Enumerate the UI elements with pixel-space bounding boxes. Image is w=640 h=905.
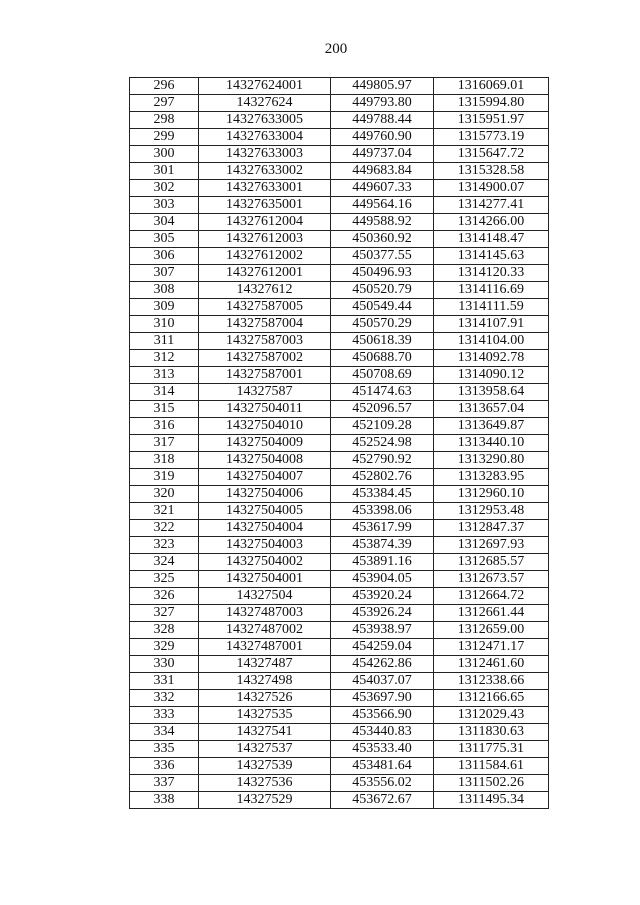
point-id-cell: 14327504006 xyxy=(199,486,331,503)
x-coordinate-cell: 453697.90 xyxy=(331,690,434,707)
point-id-cell: 14327587002 xyxy=(199,350,331,367)
table-row xyxy=(130,214,549,231)
table-row xyxy=(130,724,549,741)
y-coordinate-cell: 1312960.10 xyxy=(434,486,549,503)
y-coordinate-cell: 1313283.95 xyxy=(434,469,549,486)
y-coordinate-cell: 1314092.78 xyxy=(434,350,549,367)
point-number-cell: 322 xyxy=(130,520,199,537)
y-coordinate-cell: 1312673.57 xyxy=(434,571,549,588)
point-id-cell: 14327612002 xyxy=(199,248,331,265)
x-coordinate-cell: 452109.28 xyxy=(331,418,434,435)
y-coordinate-cell: 1316069.01 xyxy=(434,78,549,95)
point-id-cell: 14327504008 xyxy=(199,452,331,469)
x-coordinate-cell: 450360.92 xyxy=(331,231,434,248)
table-row xyxy=(130,197,549,214)
x-coordinate-cell: 452802.76 xyxy=(331,469,434,486)
point-id-cell: 14327487003 xyxy=(199,605,331,622)
x-coordinate-cell: 453920.24 xyxy=(331,588,434,605)
point-id-cell: 14327504003 xyxy=(199,537,331,554)
x-coordinate-cell: 450520.79 xyxy=(331,282,434,299)
point-number-cell: 319 xyxy=(130,469,199,486)
point-id-cell: 14327541 xyxy=(199,724,331,741)
table-row xyxy=(130,350,549,367)
point-id-cell: 14327612001 xyxy=(199,265,331,282)
point-id-cell: 14327624 xyxy=(199,95,331,112)
table-row xyxy=(130,758,549,775)
y-coordinate-cell: 1315994.80 xyxy=(434,95,549,112)
table-row xyxy=(130,180,549,197)
x-coordinate-cell: 453926.24 xyxy=(331,605,434,622)
point-number-cell: 331 xyxy=(130,673,199,690)
table-row xyxy=(130,163,549,180)
y-coordinate-cell: 1311584.61 xyxy=(434,758,549,775)
point-id-cell: 14327612003 xyxy=(199,231,331,248)
x-coordinate-cell: 453440.83 xyxy=(331,724,434,741)
table-row xyxy=(130,622,549,639)
table-row xyxy=(130,792,549,809)
x-coordinate-cell: 449683.84 xyxy=(331,163,434,180)
point-number-cell: 314 xyxy=(130,384,199,401)
x-coordinate-cell: 453938.97 xyxy=(331,622,434,639)
x-coordinate-cell: 453672.67 xyxy=(331,792,434,809)
point-id-cell: 14327487 xyxy=(199,656,331,673)
y-coordinate-cell: 1313290.80 xyxy=(434,452,549,469)
x-coordinate-cell: 450688.70 xyxy=(331,350,434,367)
y-coordinate-cell: 1314277.41 xyxy=(434,197,549,214)
point-number-cell: 305 xyxy=(130,231,199,248)
point-id-cell: 14327539 xyxy=(199,758,331,775)
table-row xyxy=(130,248,549,265)
x-coordinate-cell: 453891.16 xyxy=(331,554,434,571)
point-number-cell: 300 xyxy=(130,146,199,163)
x-coordinate-cell: 452096.57 xyxy=(331,401,434,418)
table-row xyxy=(130,299,549,316)
y-coordinate-cell: 1314900.07 xyxy=(434,180,549,197)
x-coordinate-cell: 450618.39 xyxy=(331,333,434,350)
point-id-cell: 14327537 xyxy=(199,741,331,758)
y-coordinate-cell: 1312029.43 xyxy=(434,707,549,724)
point-number-cell: 312 xyxy=(130,350,199,367)
point-number-cell: 302 xyxy=(130,180,199,197)
point-id-cell: 14327587005 xyxy=(199,299,331,316)
y-coordinate-cell: 1312471.17 xyxy=(434,639,549,656)
point-number-cell: 329 xyxy=(130,639,199,656)
y-coordinate-cell: 1314145.63 xyxy=(434,248,549,265)
point-id-cell: 14327504002 xyxy=(199,554,331,571)
coordinates-table xyxy=(129,77,549,809)
x-coordinate-cell: 454262.86 xyxy=(331,656,434,673)
point-number-cell: 323 xyxy=(130,537,199,554)
table-row xyxy=(130,384,549,401)
x-coordinate-cell: 449737.04 xyxy=(331,146,434,163)
point-id-cell: 14327612 xyxy=(199,282,331,299)
y-coordinate-cell: 1312338.66 xyxy=(434,673,549,690)
y-coordinate-cell: 1314266.00 xyxy=(434,214,549,231)
table-row xyxy=(130,605,549,622)
point-number-cell: 313 xyxy=(130,367,199,384)
table-row xyxy=(130,95,549,112)
point-id-cell: 14327504001 xyxy=(199,571,331,588)
x-coordinate-cell: 453874.39 xyxy=(331,537,434,554)
y-coordinate-cell: 1311775.31 xyxy=(434,741,549,758)
x-coordinate-cell: 454259.04 xyxy=(331,639,434,656)
x-coordinate-cell: 449564.16 xyxy=(331,197,434,214)
table-row xyxy=(130,78,549,95)
y-coordinate-cell: 1311830.63 xyxy=(434,724,549,741)
point-number-cell: 316 xyxy=(130,418,199,435)
x-coordinate-cell: 449607.33 xyxy=(331,180,434,197)
y-coordinate-cell: 1312166.65 xyxy=(434,690,549,707)
y-coordinate-cell: 1314111.59 xyxy=(434,299,549,316)
table-row xyxy=(130,231,549,248)
point-id-cell: 14327504007 xyxy=(199,469,331,486)
point-id-cell: 14327633003 xyxy=(199,146,331,163)
table-row xyxy=(130,146,549,163)
table-row xyxy=(130,282,549,299)
table-row xyxy=(130,129,549,146)
point-number-cell: 336 xyxy=(130,758,199,775)
y-coordinate-cell: 1311502.26 xyxy=(434,775,549,792)
point-id-cell: 14327633001 xyxy=(199,180,331,197)
x-coordinate-cell: 453904.05 xyxy=(331,571,434,588)
point-number-cell: 301 xyxy=(130,163,199,180)
point-id-cell: 14327487001 xyxy=(199,639,331,656)
x-coordinate-cell: 452790.92 xyxy=(331,452,434,469)
y-coordinate-cell: 1312697.93 xyxy=(434,537,549,554)
y-coordinate-cell: 1312461.60 xyxy=(434,656,549,673)
point-id-cell: 14327487002 xyxy=(199,622,331,639)
point-id-cell: 14327633002 xyxy=(199,163,331,180)
point-id-cell: 14327504004 xyxy=(199,520,331,537)
page-number: 200 xyxy=(324,41,348,57)
point-id-cell: 14327624001 xyxy=(199,78,331,95)
point-number-cell: 320 xyxy=(130,486,199,503)
point-number-cell: 337 xyxy=(130,775,199,792)
point-number-cell: 299 xyxy=(130,129,199,146)
x-coordinate-cell: 449788.44 xyxy=(331,112,434,129)
y-coordinate-cell: 1315647.72 xyxy=(434,146,549,163)
x-coordinate-cell: 450708.69 xyxy=(331,367,434,384)
table-row xyxy=(130,588,549,605)
point-number-cell: 297 xyxy=(130,95,199,112)
point-number-cell: 298 xyxy=(130,112,199,129)
x-coordinate-cell: 449805.97 xyxy=(331,78,434,95)
x-coordinate-cell: 450570.29 xyxy=(331,316,434,333)
point-id-cell: 14327536 xyxy=(199,775,331,792)
point-number-cell: 333 xyxy=(130,707,199,724)
point-number-cell: 296 xyxy=(130,78,199,95)
table-row xyxy=(130,775,549,792)
point-id-cell: 14327504005 xyxy=(199,503,331,520)
x-coordinate-cell: 450496.93 xyxy=(331,265,434,282)
table-row xyxy=(130,367,549,384)
x-coordinate-cell: 453398.06 xyxy=(331,503,434,520)
table-row xyxy=(130,690,549,707)
y-coordinate-cell: 1314107.91 xyxy=(434,316,549,333)
table-row xyxy=(130,520,549,537)
x-coordinate-cell: 452524.98 xyxy=(331,435,434,452)
point-id-cell: 14327535 xyxy=(199,707,331,724)
x-coordinate-cell: 453533.40 xyxy=(331,741,434,758)
point-number-cell: 315 xyxy=(130,401,199,418)
point-number-cell: 326 xyxy=(130,588,199,605)
y-coordinate-cell: 1312664.72 xyxy=(434,588,549,605)
point-id-cell: 14327498 xyxy=(199,673,331,690)
point-number-cell: 317 xyxy=(130,435,199,452)
point-number-cell: 328 xyxy=(130,622,199,639)
table-row xyxy=(130,265,549,282)
point-number-cell: 311 xyxy=(130,333,199,350)
point-number-cell: 338 xyxy=(130,792,199,809)
x-coordinate-cell: 453481.64 xyxy=(331,758,434,775)
point-number-cell: 306 xyxy=(130,248,199,265)
point-number-cell: 325 xyxy=(130,571,199,588)
x-coordinate-cell: 450377.55 xyxy=(331,248,434,265)
table-row xyxy=(130,741,549,758)
table-row xyxy=(130,418,549,435)
point-id-cell: 14327587004 xyxy=(199,316,331,333)
point-id-cell: 14327635001 xyxy=(199,197,331,214)
point-number-cell: 321 xyxy=(130,503,199,520)
point-number-cell: 327 xyxy=(130,605,199,622)
y-coordinate-cell: 1312659.00 xyxy=(434,622,549,639)
point-number-cell: 303 xyxy=(130,197,199,214)
table-row xyxy=(130,316,549,333)
table-row xyxy=(130,656,549,673)
point-id-cell: 14327633005 xyxy=(199,112,331,129)
y-coordinate-cell: 1311495.34 xyxy=(434,792,549,809)
y-coordinate-cell: 1314116.69 xyxy=(434,282,549,299)
y-coordinate-cell: 1314104.00 xyxy=(434,333,549,350)
point-number-cell: 335 xyxy=(130,741,199,758)
point-id-cell: 14327587001 xyxy=(199,367,331,384)
y-coordinate-cell: 1312953.48 xyxy=(434,503,549,520)
point-id-cell: 14327529 xyxy=(199,792,331,809)
table-row xyxy=(130,469,549,486)
point-number-cell: 334 xyxy=(130,724,199,741)
y-coordinate-cell: 1314090.12 xyxy=(434,367,549,384)
y-coordinate-cell: 1313649.87 xyxy=(434,418,549,435)
table-row xyxy=(130,537,549,554)
point-id-cell: 14327587003 xyxy=(199,333,331,350)
point-id-cell: 14327504 xyxy=(199,588,331,605)
table-row xyxy=(130,503,549,520)
table-row xyxy=(130,707,549,724)
y-coordinate-cell: 1315951.97 xyxy=(434,112,549,129)
point-number-cell: 330 xyxy=(130,656,199,673)
y-coordinate-cell: 1315328.58 xyxy=(434,163,549,180)
table-row xyxy=(130,673,549,690)
y-coordinate-cell: 1312847.37 xyxy=(434,520,549,537)
x-coordinate-cell: 453617.99 xyxy=(331,520,434,537)
x-coordinate-cell: 449793.80 xyxy=(331,95,434,112)
point-id-cell: 14327504009 xyxy=(199,435,331,452)
x-coordinate-cell: 453556.02 xyxy=(331,775,434,792)
point-number-cell: 309 xyxy=(130,299,199,316)
point-number-cell: 332 xyxy=(130,690,199,707)
x-coordinate-cell: 454037.07 xyxy=(331,673,434,690)
y-coordinate-cell: 1314148.47 xyxy=(434,231,549,248)
table-row xyxy=(130,452,549,469)
y-coordinate-cell: 1315773.19 xyxy=(434,129,549,146)
y-coordinate-cell: 1313657.04 xyxy=(434,401,549,418)
point-id-cell: 14327633004 xyxy=(199,129,331,146)
y-coordinate-cell: 1313440.10 xyxy=(434,435,549,452)
x-coordinate-cell: 449760.90 xyxy=(331,129,434,146)
table-row xyxy=(130,639,549,656)
y-coordinate-cell: 1312661.44 xyxy=(434,605,549,622)
x-coordinate-cell: 453384.45 xyxy=(331,486,434,503)
point-number-cell: 324 xyxy=(130,554,199,571)
point-id-cell: 14327612004 xyxy=(199,214,331,231)
table-row xyxy=(130,571,549,588)
x-coordinate-cell: 453566.90 xyxy=(331,707,434,724)
point-number-cell: 318 xyxy=(130,452,199,469)
point-number-cell: 304 xyxy=(130,214,199,231)
point-id-cell: 14327504010 xyxy=(199,418,331,435)
x-coordinate-cell: 450549.44 xyxy=(331,299,434,316)
y-coordinate-cell: 1312685.57 xyxy=(434,554,549,571)
point-id-cell: 14327504011 xyxy=(199,401,331,418)
table-row xyxy=(130,401,549,418)
x-coordinate-cell: 451474.63 xyxy=(331,384,434,401)
y-coordinate-cell: 1313958.64 xyxy=(434,384,549,401)
table-row xyxy=(130,486,549,503)
table-row xyxy=(130,435,549,452)
table-row xyxy=(130,333,549,350)
point-id-cell: 14327526 xyxy=(199,690,331,707)
point-number-cell: 307 xyxy=(130,265,199,282)
table-row xyxy=(130,554,549,571)
point-number-cell: 308 xyxy=(130,282,199,299)
coordinates-table-body xyxy=(130,78,549,809)
table-row xyxy=(130,112,549,129)
point-number-cell: 310 xyxy=(130,316,199,333)
y-coordinate-cell: 1314120.33 xyxy=(434,265,549,282)
x-coordinate-cell: 449588.92 xyxy=(331,214,434,231)
point-id-cell: 14327587 xyxy=(199,384,331,401)
